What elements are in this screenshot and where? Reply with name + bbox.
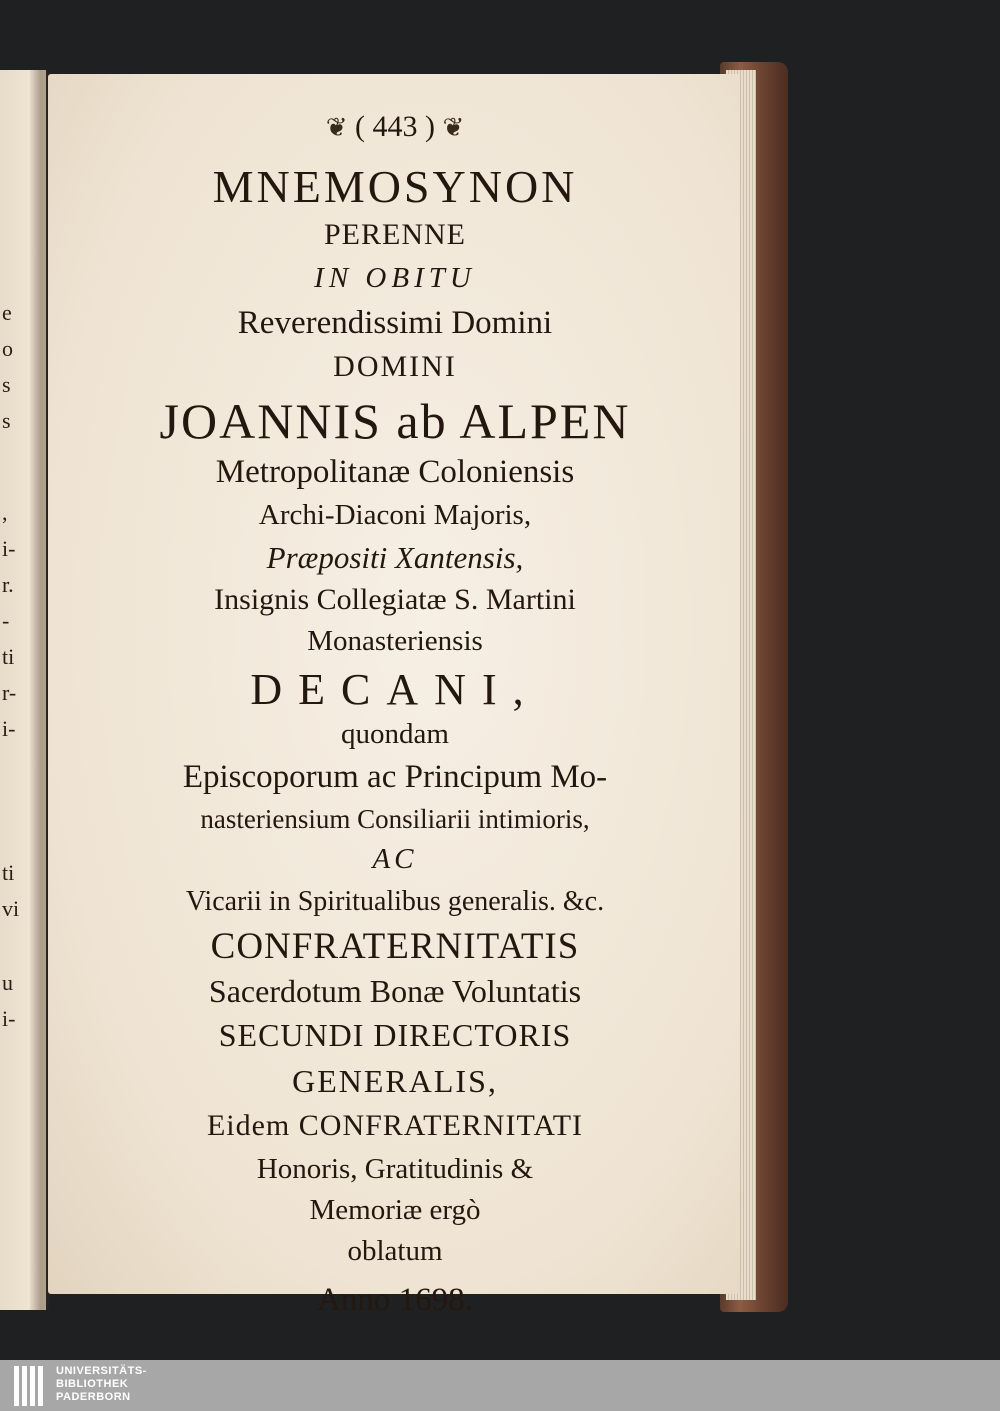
title-line: Reverendissimi Domini xyxy=(237,305,553,341)
title-line: Sacerdotum Bonæ Voluntatis xyxy=(208,973,582,1009)
logo-line: PADERBORN xyxy=(56,1391,131,1403)
title-line: Monasteriensis xyxy=(307,625,483,657)
margin-letter: i- xyxy=(2,536,16,561)
margin-letter: u xyxy=(2,970,13,995)
library-logo-text xyxy=(56,1365,147,1404)
title-line: PERENNE xyxy=(324,218,466,251)
title-line: Episcoporum ac Principum Mo- xyxy=(182,759,608,795)
margin-letter: - xyxy=(2,608,10,633)
margin-letter: ti xyxy=(2,860,15,885)
margin-letter: i- xyxy=(2,1006,16,1031)
title-line: MNEMOSYNON xyxy=(212,161,578,212)
title-line: Eidem CONFRATERNITATI xyxy=(206,1109,584,1142)
year-line: Anno 1698. xyxy=(317,1282,473,1318)
page-number-line xyxy=(95,112,695,142)
logo-line: UNIVERSITÄTS- xyxy=(56,1365,147,1377)
margin-letter: e xyxy=(2,300,12,325)
title-line: nasteriensium Consiliarii intimioris, xyxy=(200,804,590,834)
title-line: IN OBITU xyxy=(314,262,476,294)
title-line: Metropolitanæ Coloniensis xyxy=(215,454,575,490)
title-line: oblatum xyxy=(347,1235,443,1267)
margin-letter: r- xyxy=(2,680,17,705)
title-line: Vicarii in Spiritualibus generalis. &c. xyxy=(185,886,605,917)
title-line: Archi-Diaconi Majoris, xyxy=(258,499,532,531)
library-logo-icon xyxy=(14,1366,48,1406)
title-line: GENERALIS, xyxy=(292,1063,498,1099)
title-line: CONFRATERNITATIS xyxy=(210,926,580,967)
title-line: AC xyxy=(372,843,418,875)
title-line: Insignis Collegiatæ S. Martini xyxy=(214,583,576,616)
margin-letter: i- xyxy=(2,716,16,741)
title-line: Memoriæ ergò xyxy=(309,1194,481,1226)
margin-letter: o xyxy=(2,336,13,361)
fleuron-left-icon: ❦ xyxy=(325,113,348,142)
title-line: Præpositi Xantensis, xyxy=(266,540,524,575)
page-number: ( 443 ) xyxy=(355,110,435,143)
title-line: DECANI, xyxy=(250,665,540,714)
title-page-text xyxy=(95,112,695,1317)
title-line: SECUNDI DIRECTORIS xyxy=(218,1017,572,1053)
title-line: quondam xyxy=(341,718,449,750)
margin-letter: , xyxy=(2,500,8,525)
fleuron-right-icon: ❦ xyxy=(442,113,465,142)
margin-letter: ti xyxy=(2,644,15,669)
margin-letter: s xyxy=(2,372,11,397)
margin-letter: s xyxy=(2,408,11,433)
title-line: Honoris, Gratitudinis & xyxy=(256,1153,534,1185)
margin-letter: vi xyxy=(2,896,20,921)
margin-letter: r. xyxy=(2,572,14,597)
logo-line: BIBLIOTHEK xyxy=(56,1378,129,1390)
title-line: JOANNIS ab ALPEN xyxy=(159,393,631,449)
library-footer xyxy=(0,1360,1000,1411)
title-line: DOMINI xyxy=(333,350,457,383)
